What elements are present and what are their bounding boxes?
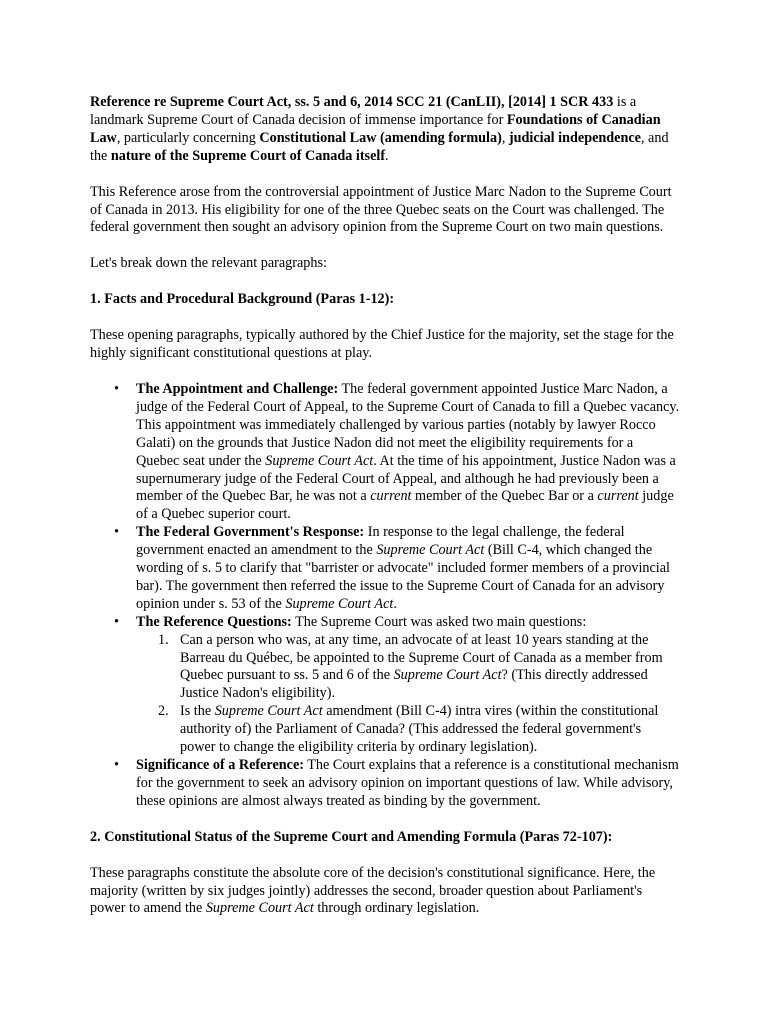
- section2-paragraph: [90, 865, 680, 919]
- emphasis-current: current: [370, 488, 412, 505]
- bullet-questions: [136, 614, 680, 757]
- question-number: 2.: [158, 703, 169, 720]
- bullet-response-text: In response to the legal challenge, the federal government enacted an amendment to the: [136, 524, 625, 559]
- intro-text-4: , and the: [90, 129, 669, 164]
- breakdown-intro: Let's break down the relevant paragraphs:: [90, 255, 327, 272]
- emphasis-current: current: [597, 488, 639, 505]
- reference-questions-list: [136, 632, 680, 757]
- nature-of-court-term: nature of the Supreme Court of Canada itself: [110, 147, 386, 164]
- act-name: Supreme Court Act: [214, 703, 323, 720]
- section1-heading: 1. Facts and Procedural Background (Paras 1-12):: [90, 291, 395, 308]
- act-name: Supreme Court Act: [393, 667, 502, 684]
- intro-text-3: ,: [501, 129, 509, 146]
- section1-bullet-list: [90, 381, 680, 811]
- bullet-appointment-text: member of the Quebec Bar or a: [411, 488, 598, 505]
- bullet-appointment-text: The federal government appointed Justice Marc Nadon, a judge of the Federal Court of Appeal, to the Supreme Court of Canada to fill a Quebec vacancy. This appointment was immediately challenged by various parties (notably by lawyer Rocco Galati) on the grounds that Justice Nadon did not meet the eligibility requirements for a Quebec seat under the: [136, 380, 680, 469]
- bullet-response-text: (Bill C-4, which changed the wording of s. 5 to clarify that "barrister or advocate" included former members of a provincial bar). The government then referred the issue to the Supreme Court of Canada for an advisory opinion under s. 53 of the: [136, 542, 670, 612]
- intro-text-1: is a landmark Supreme Court of Canada decision of immense importance for: [90, 94, 637, 128]
- question-text: amendment (Bill C-4) intra vires (within the constitutional authority of) the Parliament of Canada? (This addressed the federal government's power to change the eligibility criteria by ordinary legislation).: [180, 703, 659, 756]
- intro-text-5: .: [385, 147, 389, 164]
- case-citation: Reference re Supreme Court Act, ss. 5 and 6, 2014 SCC 21 (CanLII), [2014] 1 SCR 433: [90, 94, 614, 110]
- bullet-questions-label: The Reference Questions:: [136, 613, 292, 630]
- judicial-independence-term: judicial independence: [508, 129, 641, 146]
- bullet-significance: [136, 757, 680, 811]
- background-paragraph: This Reference arose from the controversial appointment of Justice Marc Nadon to the Supreme Court of Canada in 2013. His eligibility for one of the three Quebec seats on the Court was challenged. The federal government then sought an advisory opinion from the Supreme Court on two main questions.: [90, 183, 672, 236]
- bullet-response-label: The Federal Government's Response:: [136, 524, 365, 541]
- bullet-response-text: .: [393, 595, 397, 612]
- act-name: Supreme Court Act: [265, 452, 374, 469]
- act-name: Supreme Court Act: [285, 595, 394, 612]
- bullet-significance-label: Significance of a Reference:: [136, 757, 304, 773]
- question-item-1: [158, 631, 680, 704]
- bullet-appointment: [136, 381, 680, 524]
- act-name: Supreme Court Act: [376, 542, 485, 559]
- constitutional-law-term: Constitutional Law (amending formula): [259, 129, 502, 146]
- question-text: ? (This directly addressed Justice Nadon's eligibility).: [180, 667, 648, 702]
- intro-paragraph: [90, 94, 680, 166]
- act-name: Supreme Court Act: [205, 900, 314, 917]
- bullet-appointment-text: judge of a Quebec superior court.: [136, 488, 674, 523]
- question-text: Can a person who was, at any time, an advocate of at least 10 years standing at the Barreau du Québec, be appointed to the Supreme Court of Canada as a member from Quebec pursuant to ss. 5 and 6 of the: [180, 631, 663, 684]
- bullet-response: [136, 524, 680, 614]
- section2-text: These paragraphs constitute the absolute core of the decision's constitutional significance. Here, the majority (written by six judges jointly) addresses the second, broader question about Parliament's power to amend the: [90, 864, 656, 917]
- question-text: Is the: [180, 703, 215, 720]
- question-item-2: [158, 703, 680, 757]
- bullet-significance-text: The Court explains that a reference is a constitutional mechanism for the government to seek an advisory opinion on important questions of law. While advisory, these opinions are almost always treated as binding by the government.: [136, 757, 679, 809]
- question-number: 1.: [158, 631, 169, 648]
- bullet-appointment-label: The Appointment and Challenge:: [136, 380, 339, 397]
- section2-heading: 2. Constitutional Status of the Supreme Court and Amending Formula (Paras 72-107):: [90, 828, 613, 845]
- intro-text-2: , particularly concerning: [116, 129, 260, 146]
- section1-intro: These opening paragraphs, typically authored by the Chief Justice for the majority, set the stage for the highly significant constitutional questions at play.: [90, 327, 674, 362]
- bullet-questions-text: The Supreme Court was asked two main questions:: [291, 613, 587, 630]
- foundations-term: Foundations of Canadian Law: [90, 111, 661, 146]
- bullet-appointment-text: . At the time of his appointment, Justice Nadon was a supernumerary judge of the Federal Court of Appeal, and although he had previously been a member of the Quebec Bar, he was not a: [136, 452, 676, 505]
- section2-text: through ordinary legislation.: [313, 900, 480, 917]
